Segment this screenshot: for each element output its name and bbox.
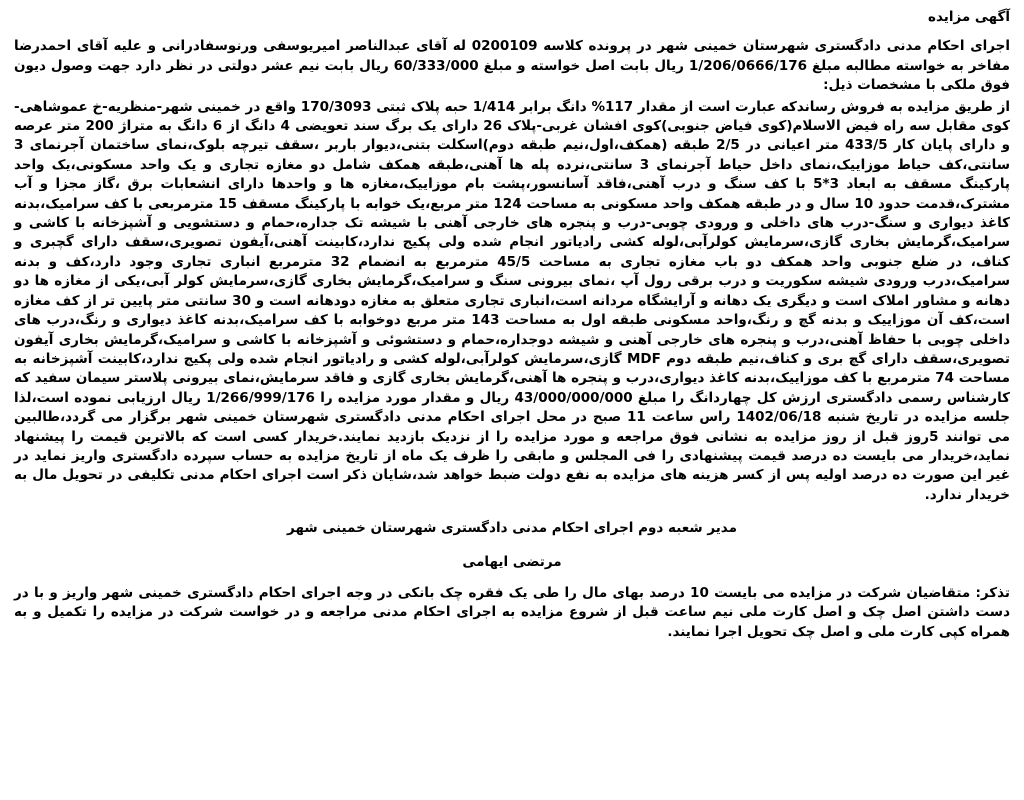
signature-name: مرتضی ایهامی (462, 553, 562, 570)
notice-body-paragraph: از طریق مزایده به فروش رساندکه عبارت است از مقدار 117% دانگ برابر 1/414 حبه پلاک ثبتی 170/3093 واقع در خمینی شهر-منظریه-خ عموشاهی-کوی مقابل سه راه فیض الاسلام(کوی فیاض جنوبی)کوی افشان غربی-پلاک 26 دارای یک برگ سند تعویضی 4 دانگ از 6 دانگ به متراژ 200 متر عرصه و دارای پایان کار 433/5 متر اعیانی در 2/5 طبقه (همکف،اول،نیم طبقه دوم)اسکلت بتنی،دیوار باربر ،سقف تیرچه بلوک،نمای ساختمان آجرنمای 3 سانتی،کف حیاط موزاییک،نمای داخل حیاط آجرنمای 3 سانتی،نرده پله ها آهنی،طبقه همکف شامل دو مغازه تجاری و یک واحد مسکونی،یک واحد پارکینگ مسقف به ابعاد 3*5 با کف سنگ و درب آهنی،فاقد آسانسور،پشت بام موزاییک،مغازه ها و واحدها دارای انشعابات برق ،گاز مجزا و آب مشترک،قدمت حدود 10 سال و در طبقه همکف واحد مسکونی به مساحت 124 متر مربع،یک خوابه با پارکینگ مسقف 15 مترمربعی با کف سرامیک،بدنه کاغذ دیواری و سنگ-درب های داخلی و ورودی چوبی-درب و پنجره های خارجی آهنی با شیشه تک جداره،حمام و دستشویی و آشپزخانه با کاشی و سرامیک،گرمایش بخاری گازی،سرمایش کولرآبی،لوله کشی رادیاتور انجام شده ولی پکیج ندارد،کابینت آهنی،آیفون تصویری،سقف دارای گچبری و کناف، در ضلع جنوبی واحد همکف دو باب مغازه تجاری به مساحت 45/5 مترمربع به انضمام 32 مترمربع انباری تجاری وجود دارد،کف و بدنه سرامیک،درب ورودی شیشه سکوریت و درب برقی رول آپ ،نمای بیرونی سنگ و سرامیک،گرمایش بخاری گازی،سرمایش کولر آبی،یکی از مغازه ها دو دهانه و مشاور املاک است و دیگری یک دهانه و آرایشگاه مردانه است،انباری تجاری متعلق به مغازه دودهانه است و 30 سانتی متر پایین تر از کف مغازه است،کف آن موزاییک و بدنه گچ و رنگ،واحد مسکونی طبقه اول به مساحت 143 متر مربع دوخوابه با کف سرامیک،بدنه کاغذ دیواری و رنگ،درب های داخلی چوبی با حفاظ آهنی،درب و پنجره های خارجی آهنی و شیشه دوجداره،حمام و دستشوئی و آشپزخانه با کاشی و سرامیک،گرمایش بخاری آیفون تصویری،سقف دارای گچ بری و کناف،نیم طبقه دوم MDF گازی،سرمایش کولرآبی،لوله کشی و رادیاتور انجام شده ولی پکیج ندارد،کابینت آشپزخانه به مساحت 74 مترمربع با کف موزاییک،بدنه کاغذ دیواری،درب و پنجره ها آهنی،گرمایش بخاری گازی و فاقد سرمایش،نمای بیرونی پلاستر سیمان سفید که کارشناس رسمی دادگستری ارزش کل چهاردانگ را مبلغ 43/000/000/000 ریال و مقدار مورد مزایده را 1/266/999/176 ریال ارزیابی نموده است،لذا جلسه مزایده در تاریخ شنبه 1402/06/18 راس ساعت 11 صبح در محل اجرای احکام مدنی دادگستری شهرستان خمینی شهر برگزار می گردد،طالبین می توانند 5روز قبل از روز مزایده به نشانی فوق مراجعه و مورد مزایده را از نزدیک بازدید نمایند.خریدار کسی است که بالاترین قیمت را پیشنهاد نماید،خریدار می بایست ده درصد قیمت پیشنهادی را فی المجلس و مابقی را ظرف یک ماه از تاریخ مزایده به حساب سپرده دادگستری واریز نماید در غیر این صورت ده درصد اولیه پس از کسر هزینه های مزایده به نفع دولت ضبط خواهد شد،شایان ذکر است اجرای احکام مدنی تکلیفی در تحویل مال به خریدار ندارد. (14, 98, 1011, 503)
notice-reminder-paragraph: تذکر: متقاضیان شرکت در مزایده می بایست 10 درصد بهای مال را طی یک فقره چک بانکی در وجه اجرای احکام دادگستری خمینی شهر واریز و با در دست داشتن اصل چک و اصل کارت ملی نیم ساعت قبل از شروع مزایده به اجرای احکام مدنی مراجعه و در خواست شرکت در مزایده را تکمیل و به همراه کپی کارت ملی و اصل چک تحویل اجرا نمایند. (14, 584, 1010, 640)
signature-office: مدیر شعبه دوم اجرای احکام مدنی دادگستری شهرستان خمینی شهر (287, 520, 737, 537)
notice-title: آگهی مزایده (928, 9, 1010, 25)
notice-intro-paragraph: اجرای احکام مدنی دادگستری شهرستان خمینی شهر در پرونده کلاسه 0200109 له آقای عبدالناصر امیریوسفی ورنوسفادرانی و علیه آقای احمدرضا مفاخر به خواسته مطالبه مبلغ 1/206/0666/176 ریال بابت اصل خواسته و مبلغ 60/333/000 ریال بابت نیم عشر دولتی در نظر دارد جهت وصول دیون فوق ملکی با مشخصات ذیل: (14, 38, 1010, 94)
